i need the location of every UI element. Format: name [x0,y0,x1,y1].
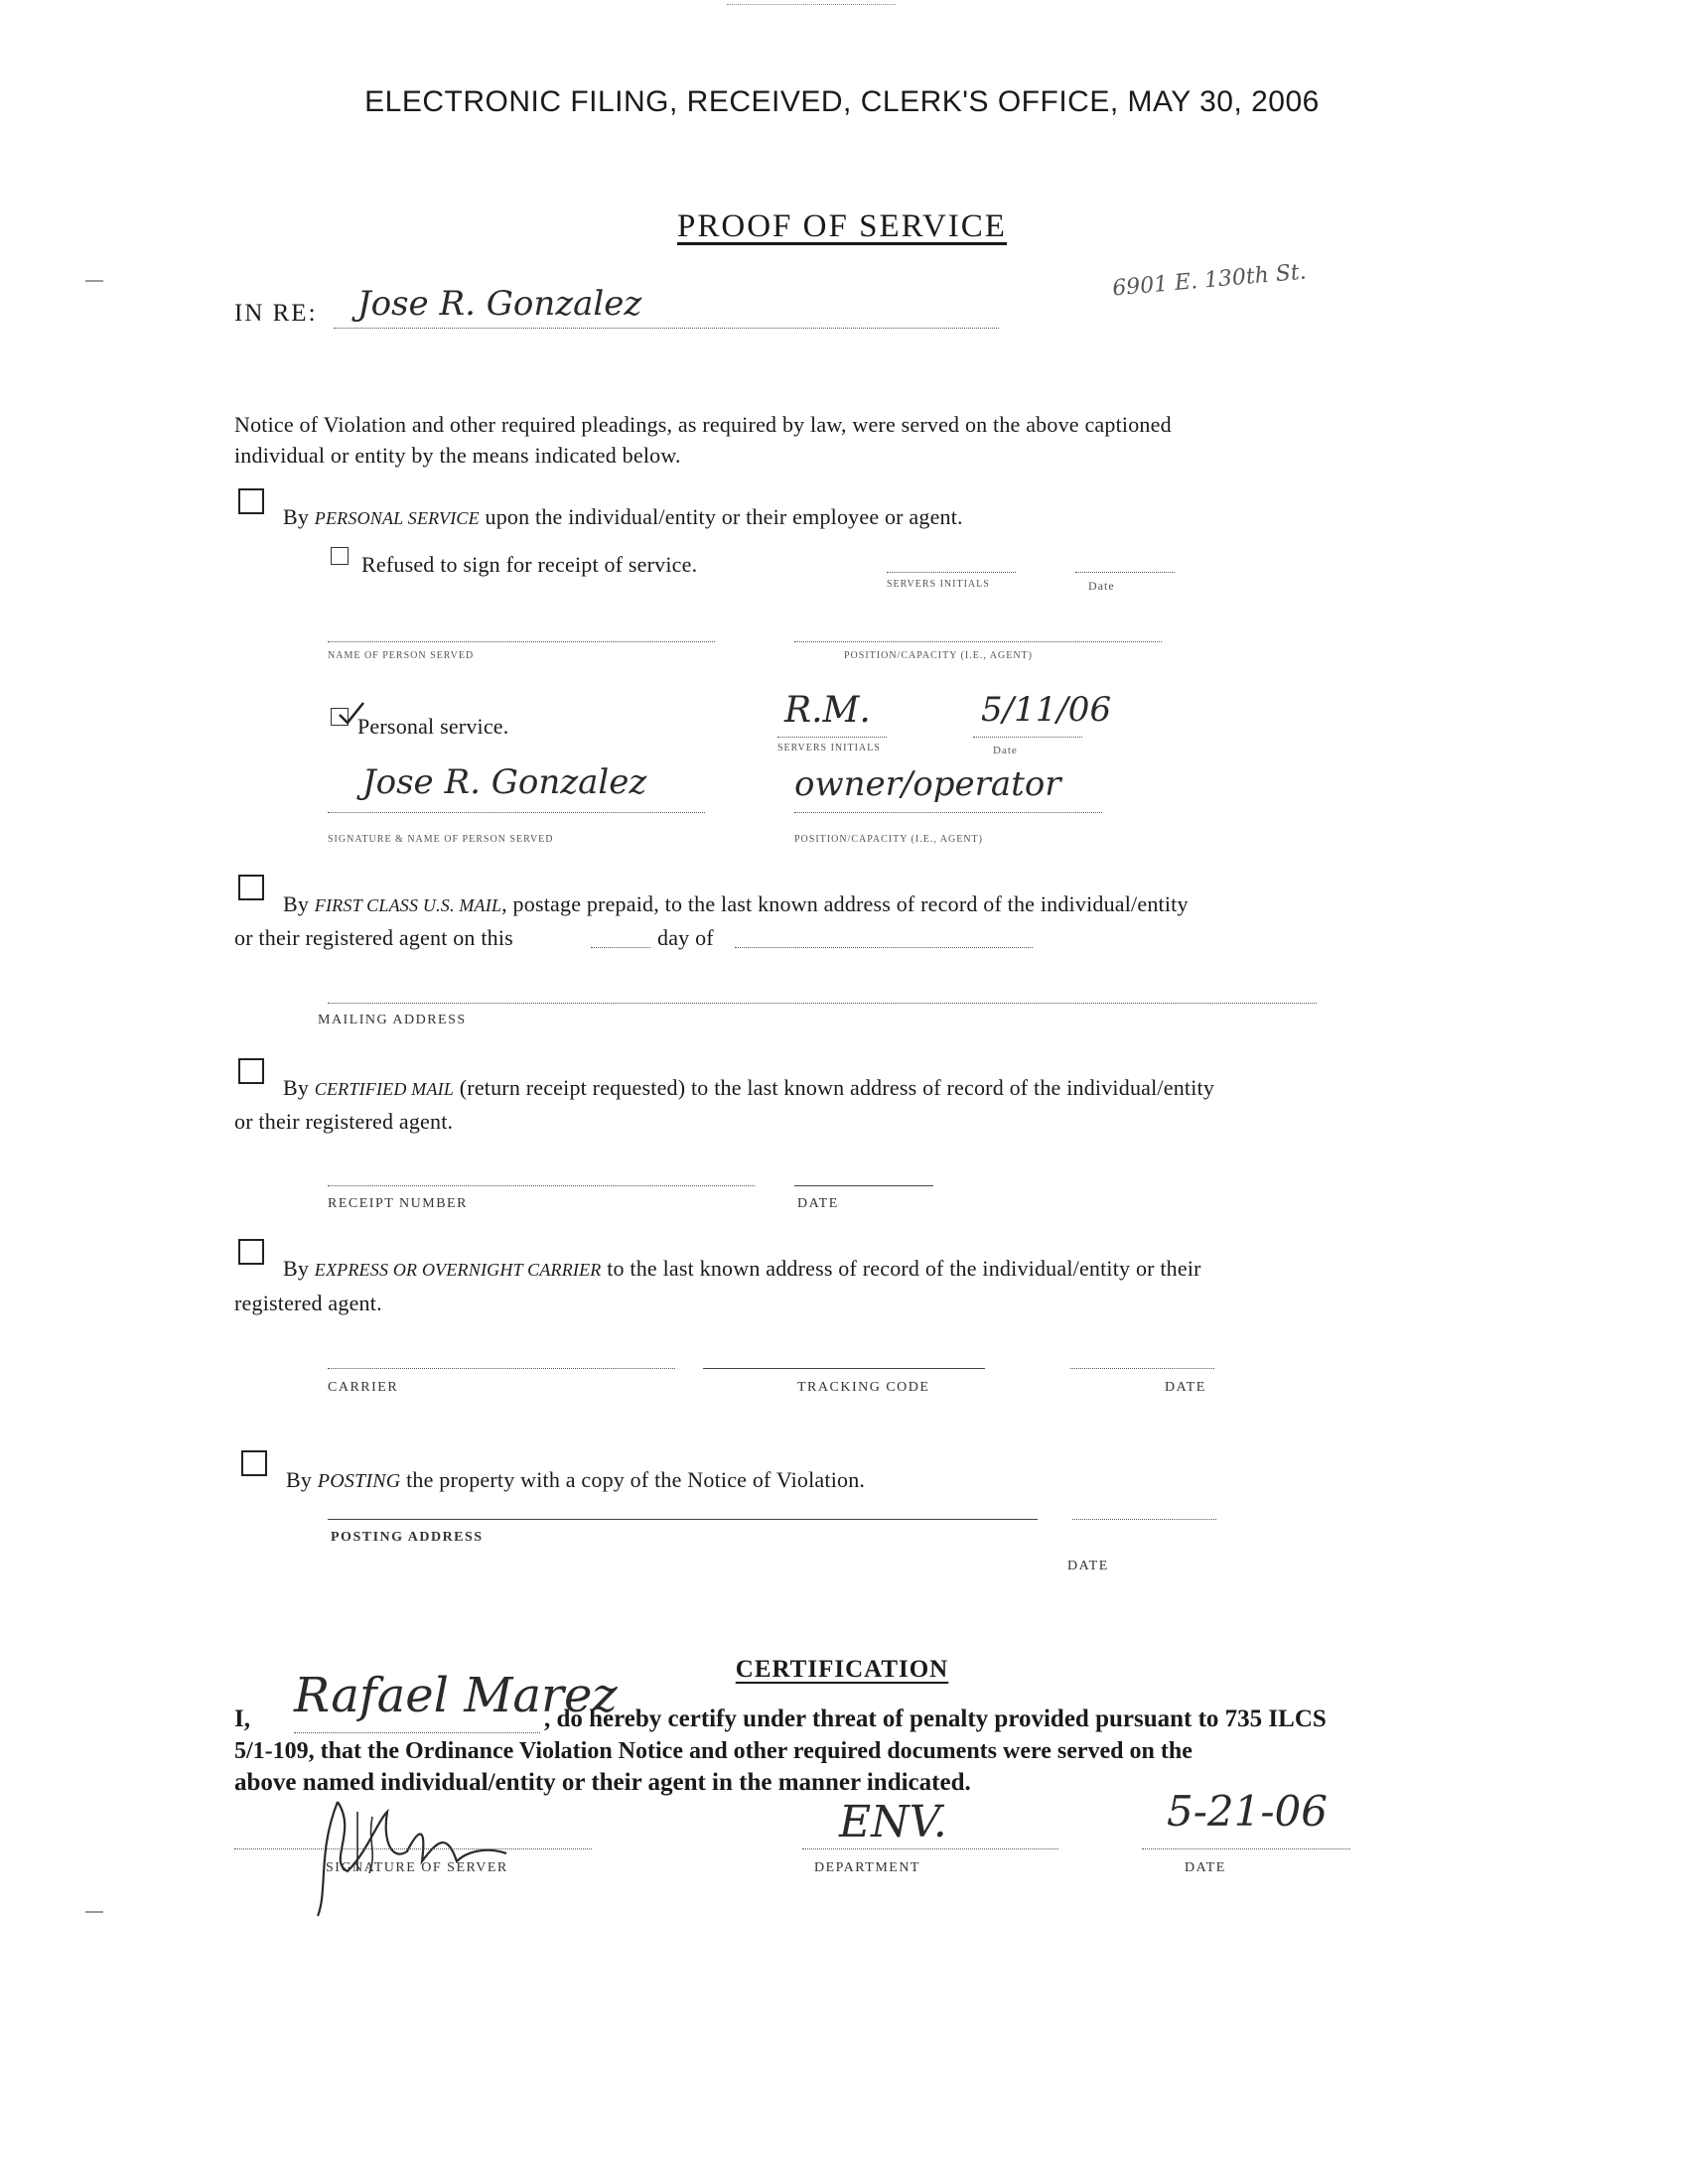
servers-initials-line [887,572,1016,573]
certified-method: CERTIFIED MAIL [314,1079,455,1099]
carrier-label: CARRIER [328,1380,399,1395]
scan-speck [85,280,103,282]
first-class-line-2b: day of [657,925,714,950]
intro-text [234,409,1466,471]
first-class-by: By [283,891,310,916]
tracking-code-label: TRACKING CODE [797,1380,930,1395]
server-signature [298,1792,536,1921]
certified-mail-checkbox[interactable] [238,1058,264,1084]
express-by: By [283,1256,310,1281]
posting-method: POSTING [317,1470,401,1492]
scan-mark [727,4,896,5]
personal-by: By [283,504,310,529]
department-line [802,1848,1058,1849]
signature-of-server-line [234,1848,592,1849]
signature-label: SIGNATURE & NAME OF PERSON SERVED [328,834,554,845]
intro-line-1: Notice of Violation and other required pleadings, as required by law, were served on the above captioned [234,412,1172,437]
in-re-line [334,328,999,329]
personal-service-label: Personal service. [357,714,509,739]
express-method: EXPRESS OR OVERNIGHT CARRIER [314,1260,602,1280]
carrier-line [328,1368,675,1369]
page-title: PROOF OF SERVICE [677,208,1007,244]
certified-line-1 [283,1072,1214,1105]
express-line-1 [283,1253,1201,1286]
date-label-2: Date [993,745,1018,756]
signature-handwritten: Jose R. Gonzalez [362,762,647,802]
posting-date-line [1072,1519,1216,1520]
certified-date-label: DATE [797,1196,839,1211]
posting-checkbox[interactable] [241,1450,267,1476]
posting-text: the property with a copy of the Notice of Violation. [406,1467,866,1492]
position-label: POSITION/CAPACITY (I.E., AGENT) [844,650,1033,661]
first-class-text: , postage prepaid, to the last known address of record of the individual/entity [501,891,1189,916]
signature-of-server-label: SIGNATURE OF SERVER [326,1860,508,1875]
month-line [735,947,1033,948]
cert-date-handwritten: 5-21-06 [1167,1787,1328,1836]
express-date-line [1070,1368,1214,1369]
certified-date-line [794,1185,933,1186]
personal-method: PERSONAL SERVICE [314,508,480,528]
in-re-address-handwritten: 6901 E. 130th St. [1111,259,1308,302]
date-line [973,737,1082,738]
department-handwritten: ENV. [839,1797,947,1847]
filing-header: ELECTRONIC FILING, RECEIVED, CLERK'S OFFICE, MAY 30, 2006 [364,85,1320,118]
name-served-line [328,641,715,642]
cert-i-label: I, [234,1706,250,1732]
initials-line [777,737,887,738]
posting-line [286,1464,865,1497]
express-date-label: DATE [1165,1380,1206,1395]
first-class-line-1 [283,888,1189,921]
express-checkbox[interactable] [238,1239,264,1265]
name-served-label: NAME OF PERSON SERVED [328,650,475,661]
in-re-name-handwritten: Jose R. Gonzalez [357,284,642,324]
cert-line-1: , do hereby certify under threat of penalty provided pursuant to 735 ILCS [544,1706,1327,1732]
first-class-method: FIRST CLASS U.S. MAIL [314,895,502,915]
servers-initials-label-2: SERVERS INITIALS [777,743,881,753]
posting-address-line [328,1519,1038,1520]
refused-checkbox[interactable] [331,547,349,565]
servers-initials-label: SERVERS INITIALS [887,579,990,590]
signature-line [328,812,705,813]
department-label: DEPARTMENT [814,1860,920,1875]
refused-date-label: Date [1088,579,1115,593]
cert-date-label: DATE [1185,1860,1226,1875]
mailing-address-line [328,1003,1317,1004]
certified-by: By [283,1075,310,1100]
refused-label: Refused to sign for receipt of service. [361,552,698,577]
personal-service-line [283,501,963,534]
refused-date-line [1075,572,1175,573]
first-class-line-2a: or their registered agent on this [234,925,513,950]
express-text: to the last known address of record of the individual/entity or their [607,1256,1201,1281]
express-line-2: registered agent. [234,1291,382,1315]
position-line [794,641,1162,642]
posting-date-label: DATE [1067,1559,1109,1573]
first-class-checkbox[interactable] [238,875,264,900]
cert-line-2: 5/1-109, that the Ordinance Violation Notice and other required documents were served on the [234,1738,1193,1764]
position-handwritten: owner/operator [794,764,1061,804]
personal-service-checkbox[interactable] [238,488,264,514]
posting-by: By [286,1467,313,1492]
certified-line-2: or their registered agent. [234,1109,454,1134]
cert-name-line [294,1732,540,1733]
in-re-label: IN RE: [234,300,318,327]
initials-handwritten: R.M. [784,690,871,731]
position-label-2: POSITION/CAPACITY (I.E., AGENT) [794,834,983,845]
mailing-address-label: MAILING ADDRESS [318,1013,467,1027]
intro-line-2: individual or entity by the means indicated below. [234,443,681,468]
posting-address-label: POSTING ADDRESS [331,1530,484,1545]
cert-line-3: above named individual/entity or their agent in the manner indicated. [234,1769,971,1796]
certified-text: (return receipt requested) to the last known address of record of the individual/entity [459,1075,1215,1100]
date-handwritten: 5/11/06 [981,690,1112,730]
position-line-2 [794,812,1102,813]
tracking-line [703,1368,985,1369]
certification-title: CERTIFICATION [735,1656,949,1683]
cert-name-handwritten: Rafael Marez [294,1668,618,1723]
day-line [591,947,650,948]
receipt-number-label: RECEIPT NUMBER [328,1196,468,1211]
receipt-number-line [328,1185,755,1186]
cert-date-line [1142,1848,1350,1849]
personal-text: upon the individual/entity or their employee or agent. [485,504,963,529]
scan-speck [85,1911,103,1913]
